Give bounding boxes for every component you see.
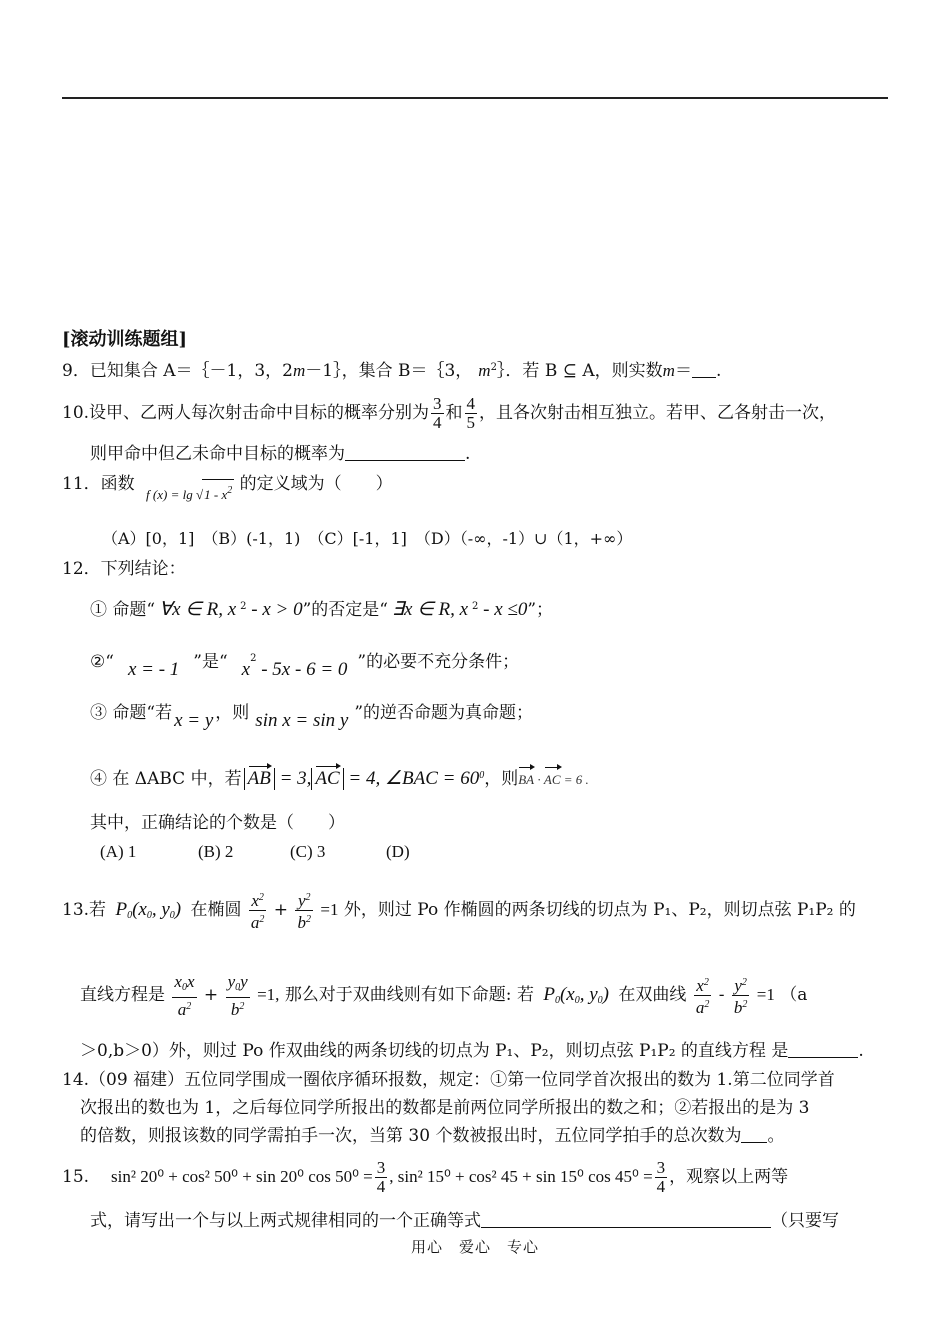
question-9: 9．已知集合 A＝｛－1，3，2m－1｝，集合 B＝｛3， $m^2\}$．若 B ⊆ A，则实数m＝ .	[62, 361, 722, 381]
question-11: 11．函数 $_{f (x) = lg √1 - x^2}$ 的定义域为（ ）	[62, 473, 393, 506]
fraction: $\frac{4}{5}$	[466, 394, 476, 432]
answer-blank[interactable]	[741, 1126, 767, 1143]
answer-blank[interactable]	[345, 444, 465, 461]
answer-blank[interactable]	[481, 1211, 771, 1228]
question-15: 15. sin² 20⁰ + cos² 50⁰ + sin 20⁰ cos 50⁰ = $\frac{3}{4}$ , sin² 15⁰ + cos² 45 + sin 15⁰ cos 45⁰ = $\frac{3}{4}$ ，观察以上两等	[62, 1158, 789, 1196]
question-10-line-2: 则甲命中但乙未命中目标的概率为 .	[90, 444, 471, 464]
answer-blank[interactable]	[692, 361, 716, 378]
statement-2: ②“ x = - 1 ”是“ $x^2 - 5x - 6 = 0$ ”的必要不充分条件；	[90, 652, 520, 680]
question-12-prompt: 其中，正确结论的个数是（ ）	[90, 813, 345, 833]
header-rule	[62, 97, 888, 99]
statement-4: ④ 在 ΔABC 中，若 AB = 3, AC = 4, ∠BAC = $60^0$，则BA · AC = 6 .	[90, 768, 589, 789]
question-14-line-3: 的倍数，则报该数的同学需拍手一次，当第 30 个数被报出时，五位同学拍手的总次数为 。	[80, 1126, 785, 1146]
function-expression: f (x) = lg √1 - x2	[146, 487, 234, 502]
question-13-line-3: ＞0,b＞0）外，则过 Po 作双曲线的两条切线的切点为 P₁、P₂，则切点弦 P₁P₂ 的直线方程 是 .	[80, 1041, 864, 1061]
question-14-line-2: 次报出的数也为 1，之后每位同学所报出的数都是前两位同学所报出的数之和；②若报出的是为 3	[80, 1098, 810, 1118]
statement-3: ③ 命题“若 x = y ，则 sin x = sin y ”的逆否命题为真命题；	[90, 703, 534, 731]
question-12-options: (A) 1 (B) 2 (C) 3 (D)	[100, 842, 410, 861]
question-14: 14.（09 福建）五位同学围成一圈依序循环报数，规定：①第一位同学首次报出的数为 1.第二位同学首	[62, 1070, 835, 1090]
question-12: 12．下列结论：	[62, 559, 186, 579]
question-13-line-2: 直线方程是 $\frac{x_0x}{a^2}$ + $\frac{y_0y}{b^2}$ =1, 那么对于双曲线则有如下命题: 若 $P_0(x_0$, $y_0$) 在双曲线 $\frac{x^2}{a^2}$ - $\frac{y^2}{b^2}$ =1 （a	[80, 971, 808, 1019]
section-title: [滚动训练题组]	[62, 329, 188, 350]
page-footer: 用心 爱心 专心	[410, 1238, 539, 1256]
question-10: 10.设甲、乙两人每次射击命中目标的概率分别为 $\frac{3}{4}$ 和 $\frac{4}{5}$ ，且各次射击相互独立。若甲、乙各射击一次，	[62, 394, 837, 432]
question-15-line-2: 式，请写出一个与以上两式规律相同的一个正确等式 （只要写	[90, 1211, 839, 1231]
question-13: 13.若 $P_0(x_0$, $y_0$) 在椭圆 $\frac{x^2}{a^2}$ + $\frac{y^2}{b^2}$ =1 外，则过 Po 作椭圆的两条切线的切点为 P₁、P₂，则切点弦 P₁P₂ 的	[62, 891, 856, 932]
question-11-options: （A）[0，1] （B）(-1，1) （C）[-1，1] （D）（-∞，-1）∪（1，+∞）	[102, 529, 633, 548]
answer-blank[interactable]	[788, 1041, 858, 1058]
fraction: $\frac{3}{4}$	[433, 394, 442, 432]
statement-1: ① 命题“ ∀x ∈ R, x $^2$ - x > 0”的否定是“ ∃x ∈ R, x $^2$ - x ≤0”；	[90, 599, 554, 620]
